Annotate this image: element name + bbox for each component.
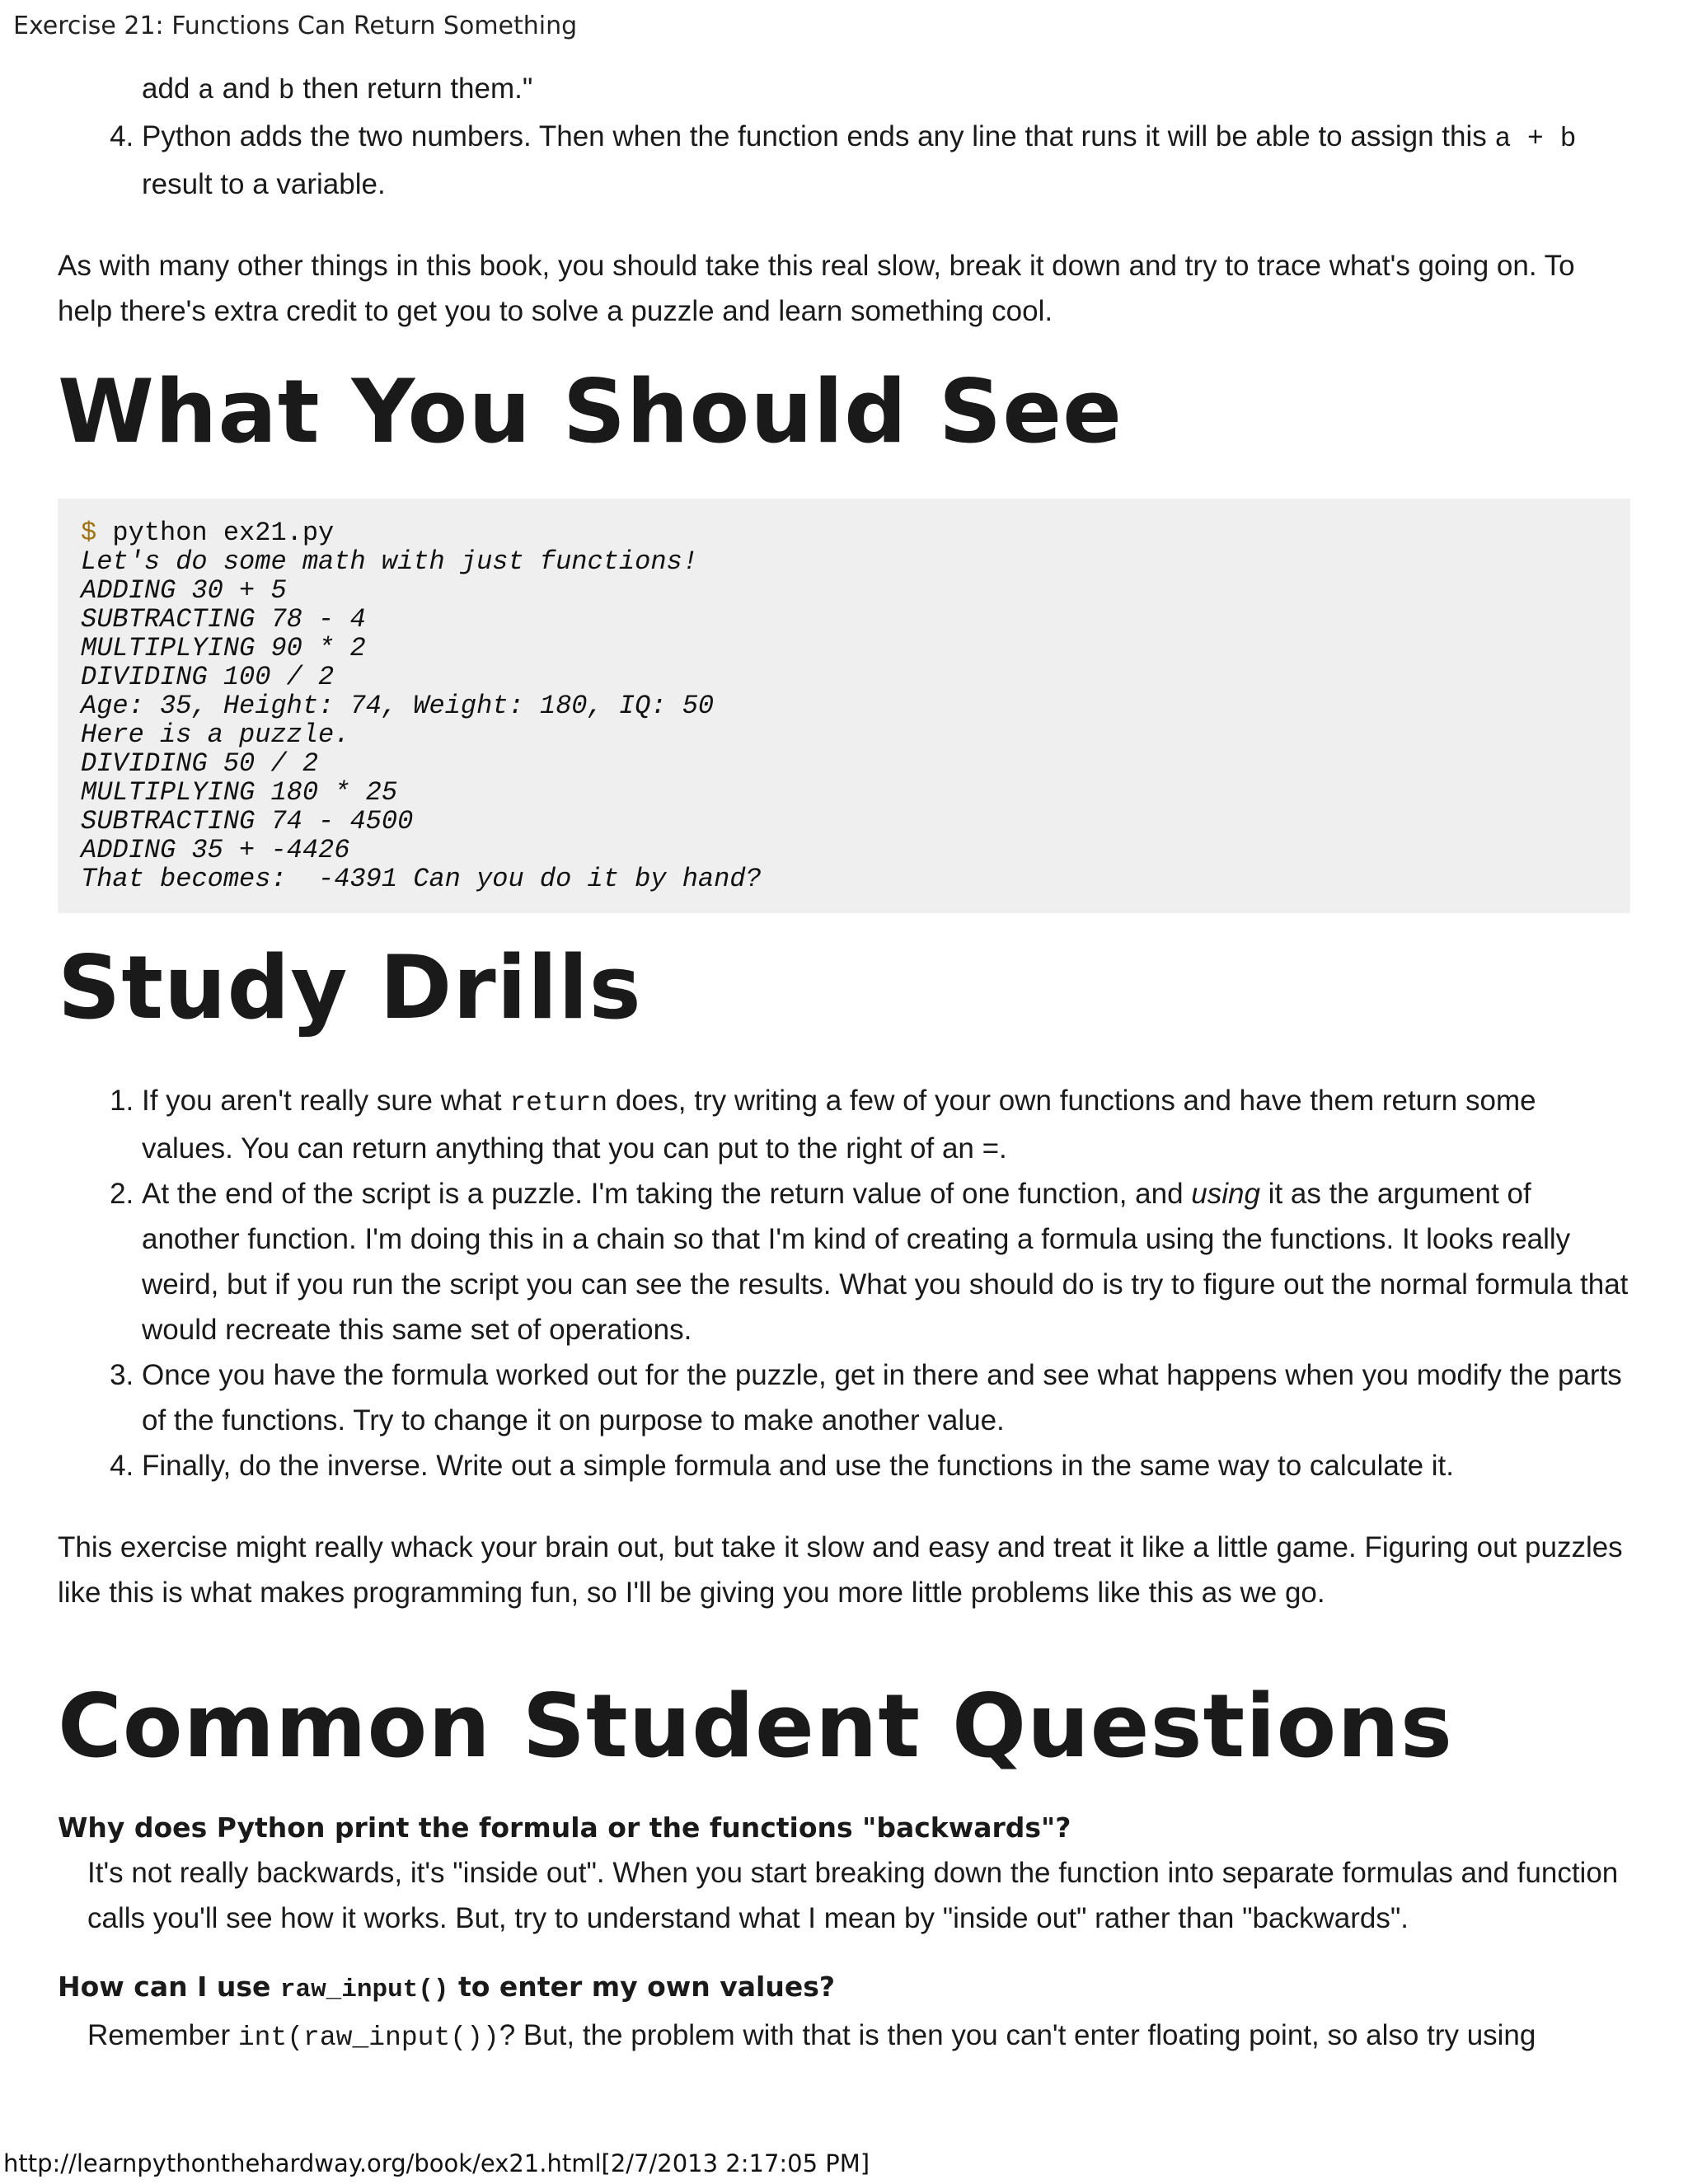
- list-item: 2. At the end of the script is a puzzle. I'm taking the return value of one function, and using it as the argument of another function. I'm doing this in a chain so that I'm kind of creating a formula using the functions. It looks really weird, but if you run the script you can see the results. What you should do is try to figure out the normal formula that would recreate this same set of operations.: [142, 1171, 1632, 1352]
- output-line: DIVIDING 100 / 2: [81, 662, 335, 692]
- inline-code: a: [198, 76, 214, 106]
- study-drills-list: [58, 1078, 1632, 1488]
- list-item: 4. Python adds the two numbers. Then when the function ends any line that runs it will be able to assign this a + b result to a variable.: [142, 114, 1632, 207]
- list-item: 1. If you aren't really sure what return does, try writing a few of your own functions and have them return some values. You can return anything that you can put to the right of an =.: [142, 1078, 1632, 1171]
- output-line: ADDING 30 + 5: [81, 575, 287, 606]
- output-line: Here is a puzzle.: [81, 719, 350, 750]
- shell-prompt: $: [81, 518, 97, 548]
- faq-answer: It's not really backwards, it's "inside out". When you start breaking down the function into separate formulas and function calls you'll see how it works. But, try to understand what I mean by "inside out" rather than "backwards".: [87, 1857, 1619, 1934]
- list-item: 4. Finally, do the inverse. Write out a simple formula and use the functions in the same way to calculate it.: [142, 1443, 1632, 1488]
- output-line: SUBTRACTING 78 - 4: [81, 604, 366, 635]
- output-line: That becomes: -4391 Can you do it by hand?: [81, 864, 762, 894]
- inline-code: b: [278, 76, 295, 106]
- emphasis: using: [1191, 1178, 1260, 1210]
- page-footer-url: http://learnpythonthehardway.org/book/ex21.html[2/7/2013 2:17:05 PM]: [3, 2149, 870, 2177]
- output-line: MULTIPLYING 180 * 25: [81, 777, 398, 808]
- faq-answer: Remember int(raw_input())? But, the problem with that is then you can't enter floating point, so also try using: [87, 2019, 1536, 2053]
- inline-code: raw_input(): [279, 1975, 449, 2004]
- list-item: 3. Once you have the formula worked out for the puzzle, get in there and see what happens when you modify the parts of the functions. Try to change it on purpose to make another value.: [142, 1352, 1632, 1443]
- inline-code: a + b: [1494, 124, 1577, 154]
- shell-command: python ex21.py: [96, 518, 335, 548]
- faq-question: How can I use raw_input() to enter my own values?: [58, 1971, 835, 2004]
- faq-question: Why does Python print the formula or the functions "backwards"?: [58, 1811, 1071, 1844]
- faq-list: [58, 1805, 1632, 2060]
- page-header-title: Exercise 21: Functions Can Return Something: [13, 12, 578, 40]
- intro-paragraph: As with many other things in this book, you should take this real slow, break it down and try to trace what's going on. To help there's extra credit to get you to solve a puzzle and learn something cool.: [58, 250, 1575, 327]
- terminal-output: [58, 499, 1630, 913]
- section-heading-study-drills: Study Drills: [58, 937, 642, 1038]
- output-line: MULTIPLYING 90 * 2: [81, 633, 366, 663]
- section-heading-what-you-should-see: What You Should See: [58, 361, 1123, 462]
- section-heading-common-student-questions: Common Student Questions: [58, 1675, 1453, 1777]
- output-line: DIVIDING 50 / 2: [81, 748, 319, 779]
- output-line: Age: 35, Height: 74, Weight: 180, IQ: 50: [81, 691, 715, 721]
- output-line: ADDING 35 + -4426: [81, 835, 350, 865]
- output-line: SUBTRACTING 74 - 4500: [81, 806, 414, 837]
- intro-list: [58, 114, 1632, 207]
- output-line: Let's do some math with just functions!: [81, 546, 698, 577]
- inline-code: return: [509, 1088, 608, 1118]
- main-content: [58, 66, 1632, 2060]
- intro-list-item3-continuation: add a and b then return them.": [142, 73, 533, 106]
- drills-closing-paragraph: This exercise might really whack your brain out, but take it slow and easy and treat it like a little game. Figuring out puzzles like this is what makes programming fun, so I'll be giving you more little problems like this as we go.: [58, 1531, 1623, 1609]
- inline-code: int(raw_input()): [237, 2022, 499, 2053]
